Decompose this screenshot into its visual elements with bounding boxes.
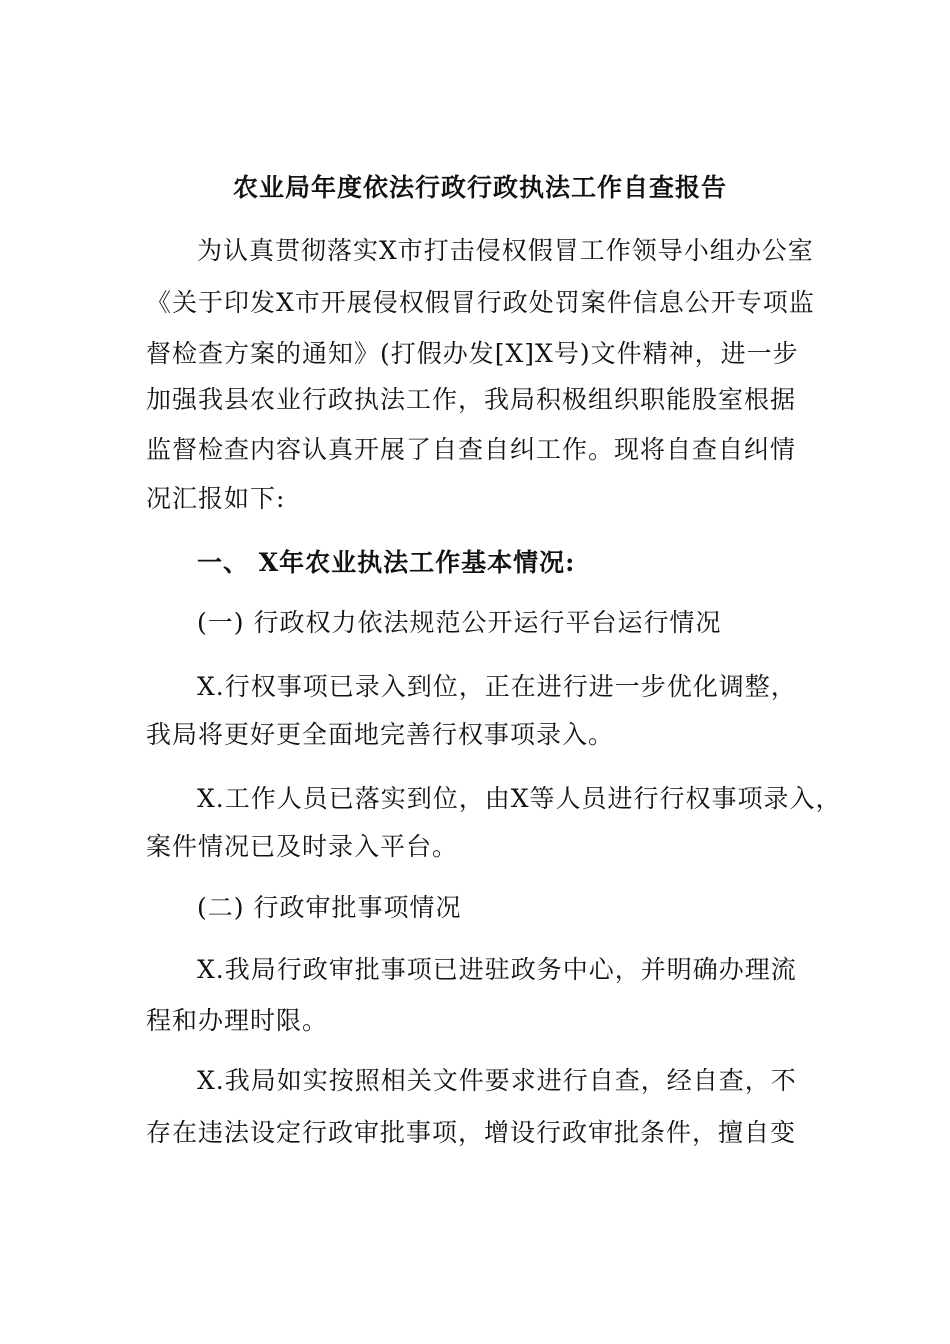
item-4-line-1: X.我局如实按照相关文件要求进行自查，经自查，不 (197, 1066, 797, 1095)
section-1-heading: 一、 X年农业执法工作基本情况: (197, 548, 576, 577)
item-2-line-1: X.工作人员已落实到位，由X等人员进行行权事项录入， (197, 784, 842, 813)
item-2-line-2: 案件情况已及时录入平台。 (146, 832, 459, 861)
subsection-2-heading: (二) 行政审批事项情况 (197, 893, 462, 922)
intro-line-5: 监督检查内容认真开展了自查自纠工作。现将自查自纠情 (146, 435, 797, 464)
intro-line-3: 督检查方案的通知》(打假办发[X]X号)文件精神，进一步 (146, 339, 799, 368)
intro-line-6: 况汇报如下: (146, 484, 286, 513)
document-title: 农业局年度依法行政行政执法工作自查报告 (233, 173, 728, 202)
intro-line-1: 为认真贯彻落实X市打击侵权假冒工作领导小组办公室 (197, 236, 814, 265)
item-1-line-1: X.行权事项已录入到位，正在进行进一步优化调整， (197, 672, 797, 701)
intro-line-4: 加强我县农业行政执法工作，我局积极组织职能股室根据 (146, 385, 797, 414)
item-1-line-2: 我局将更好更全面地完善行权事项录入。 (146, 720, 615, 749)
item-4-line-2: 存在违法设定行政审批事项，增设行政审批条件，擅自变 (146, 1118, 797, 1147)
item-3-line-2: 程和办理时限。 (146, 1006, 329, 1035)
intro-line-2: 《关于印发X市开展侵权假冒行政处罚案件信息公开专项监 (146, 288, 815, 317)
subsection-1-heading: (一) 行政权力依法规范公开运行平台运行情况 (197, 608, 722, 637)
item-3-line-1: X.我局行政审批事项已进驻政务中心，并明确办理流 (197, 955, 797, 984)
